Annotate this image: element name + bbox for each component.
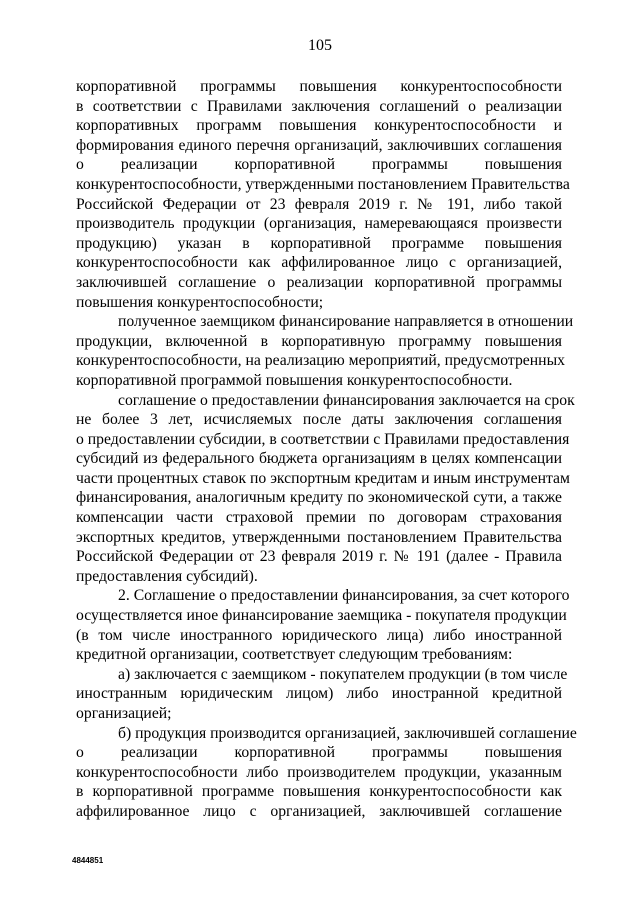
text-line: кредитной организации, соответствует следующим требованиям: — [76, 646, 513, 664]
page-number: 105 — [308, 37, 332, 54]
text-line: организацией; — [76, 705, 172, 722]
text-line: части процентных ставок по экспортным кредитам и иным инструментам — [76, 469, 570, 487]
text-line: предоставления субсидий). — [76, 567, 258, 585]
text-line: продукцию) указан в корпоративной программе повышения — [76, 234, 562, 252]
text-line: экспортных кредитов, утвержденными постановлением Правительства — [76, 528, 562, 546]
text-line: субсидий из федерального бюджета организациям в целях компенсации — [76, 450, 562, 468]
text-line: производитель продукции (организация, намеревающаяся произвести — [76, 215, 562, 233]
text-line: корпоративных программ повышения конкурентоспособности и — [76, 117, 562, 135]
text-line: б) продукция производится организацией, заключившей соглашение — [118, 724, 577, 742]
text-line: в соответствии с Правилами заключения соглашений о реализации — [76, 97, 562, 115]
text-line: Российской Федерации от 23 февраля 2019 г. № 191 (далее - Правила — [76, 548, 562, 566]
document-id: 4844851 — [72, 856, 104, 865]
text-line: не более 3 лет, исчисляемых после даты заключения соглашения — [76, 411, 562, 429]
text-line: 2. Соглашение о предоставлении финансирования, за счет которого — [118, 587, 570, 605]
text-line: о реализации корпоративной программы повышения — [76, 156, 562, 174]
text-line: корпоративной программой повышения конкурентоспособности. — [76, 371, 513, 389]
text-line: о предоставлении субсидии, в соответствии с Правилами предоставления — [76, 430, 570, 448]
text-line: полученное заемщиком финансирование направляется в отношении — [118, 313, 574, 331]
text-line: конкурентоспособности, на реализацию мероприятий, предусмотренных — [76, 352, 565, 370]
text-line: осуществляется иное финансирование заемщика - покупателя продукции — [76, 607, 567, 625]
text-line: иностранным юридическим лицом) либо иностранной кредитной — [76, 685, 562, 703]
text-line: о реализации корпоративной программы повышения — [76, 744, 562, 762]
text-line: Российской Федерации от 23 февраля 2019 г. № 191, либо такой — [76, 195, 562, 213]
text-line: повышения конкурентоспособности; — [76, 293, 324, 311]
text-line: аффилированное лицо с организацией, заключившей соглашение — [76, 802, 562, 820]
text-line: конкурентоспособности, утвержденными постановлением Правительства — [76, 175, 570, 193]
text-line: в корпоративной программе повышения конкурентоспособности как — [76, 783, 562, 801]
text-line: продукции, включенной в корпоративную программу повышения — [76, 332, 562, 350]
text-line: (в том числе иностранного юридического лица) либо иностранной — [76, 626, 562, 644]
text-line: а) заключается с заемщиком - покупателем продукции (в том числе — [118, 665, 568, 683]
text-line: заключившей соглашение о реализации корпоративной программы — [76, 273, 562, 291]
text-line: финансирования, аналогичным кредиту по экономической сути, а также — [76, 489, 562, 507]
text-line: соглашение о предоставлении финансирования заключается на срок — [118, 391, 575, 409]
text-line: компенсации части страховой премии по договорам страхования — [76, 509, 562, 527]
document-body — [76, 77, 577, 822]
text-line: конкурентоспособности либо производителем продукции, указанным — [76, 763, 562, 781]
text-line: формирования единого перечня организаций, заключивших соглашения — [76, 136, 562, 154]
text-line: корпоративной программы повышения конкурентоспособности — [76, 78, 562, 95]
text-line: конкурентоспособности как аффилированное лицо с организацией, — [76, 254, 562, 272]
